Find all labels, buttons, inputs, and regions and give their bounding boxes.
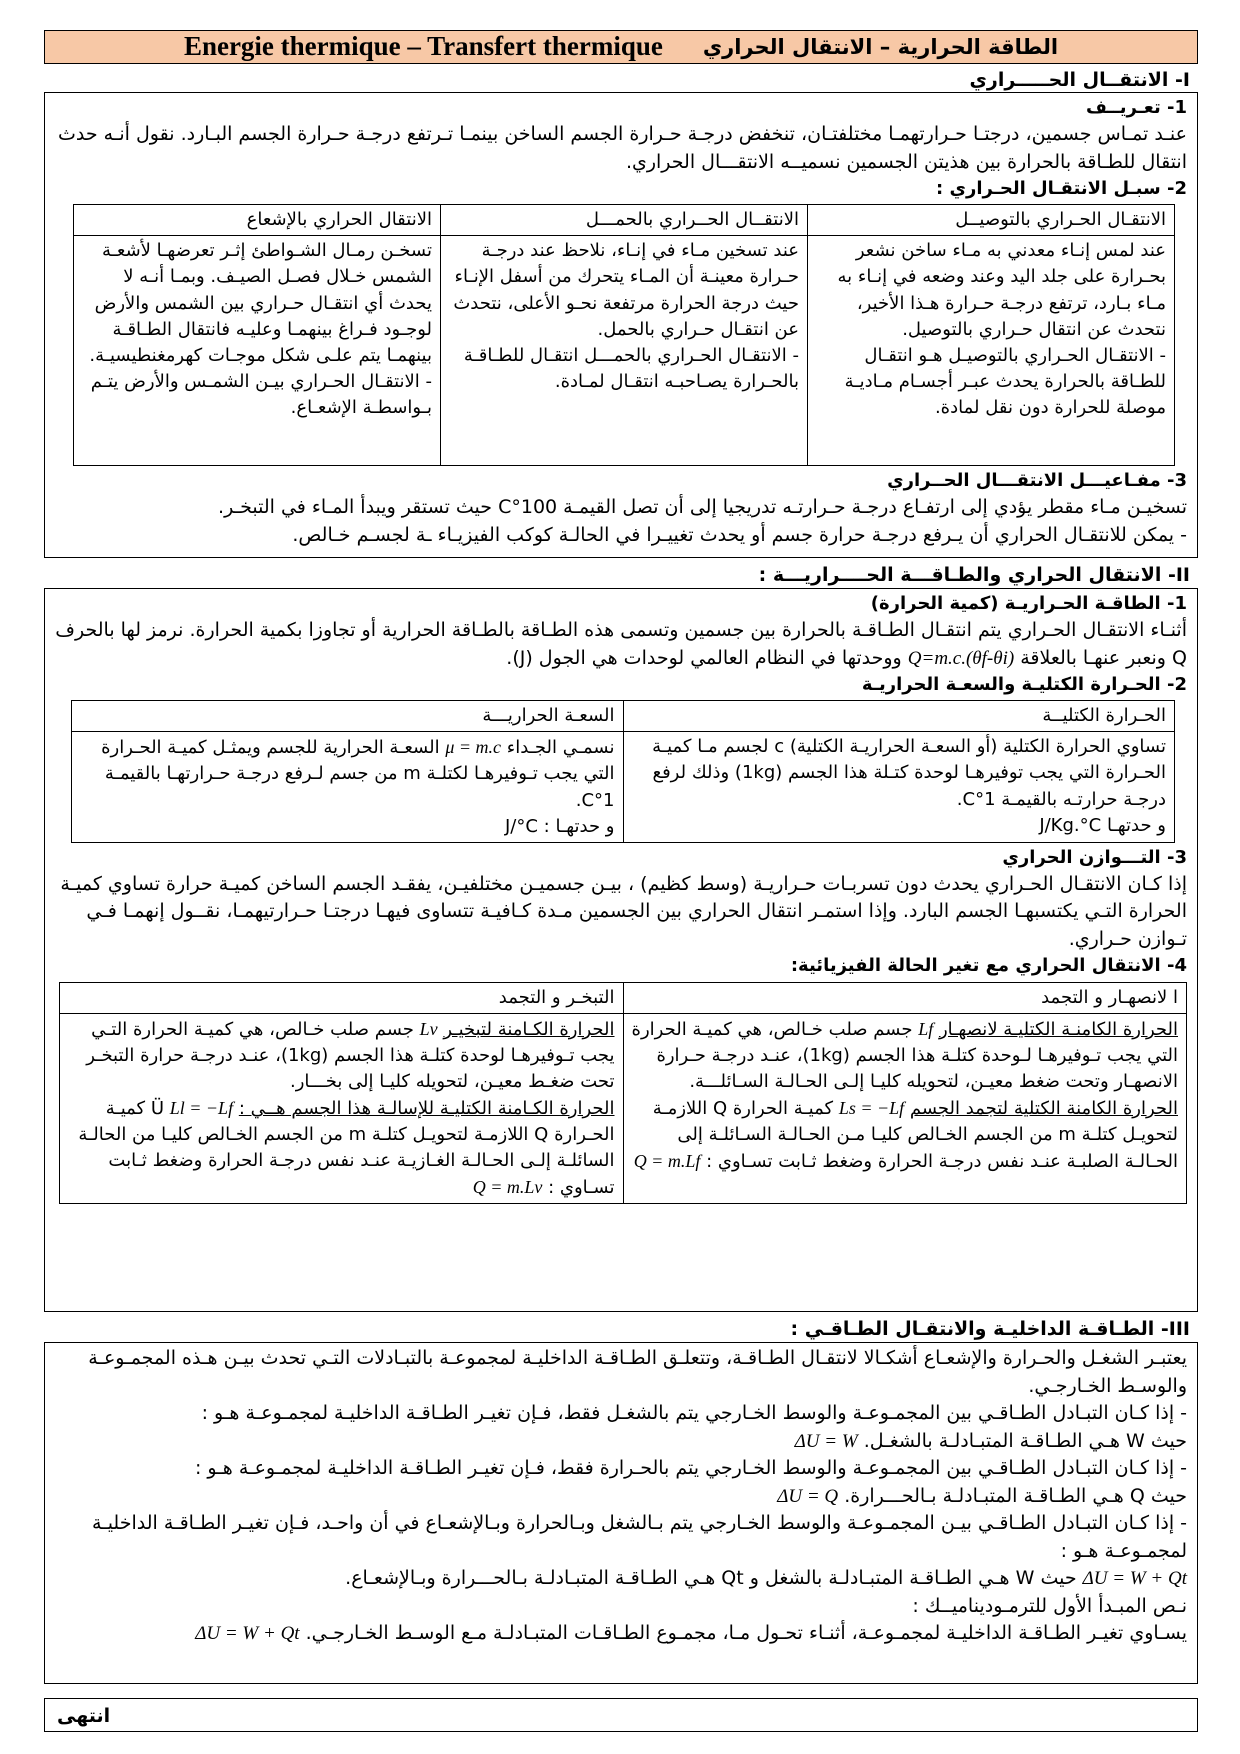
first-law-statement: يسـاوي تغيـر الطـاقـة الداخليـة لمجمـوعـة، أثنـاء تحـول مـا، مجمـوع الطـاقـات المتبـادلـة مـع الوسـط الخـارجـي.	[305, 1622, 1187, 1645]
title-french: Energie thermique – Transfert thermique	[183, 31, 663, 62]
liquefaction-desc: Ü كميـة الحـرارة Q اللازمـة لتحويـل كتلـة m من الجسم الخـالص كليـا من الحالـة السائلـة إلـى الحـالـة الغـازيـة عنـد نفس درجـة الحرارة وضغط ثـابت تسـاوي :	[78, 1097, 615, 1199]
solidification-label: الحرارة الكامنة الكتلية لتجمد الجسم	[909, 1097, 1178, 1119]
case-work-formula: ΔU = W	[794, 1430, 858, 1452]
solidification-formula: Ls = −Lf	[838, 1097, 905, 1118]
case-heat-result	[55, 1483, 1187, 1511]
specific-heat-unit: و حدتهـا J/Kg.°C	[1039, 814, 1166, 836]
case-heat-text: - إذا كـان التبـادل الطـاقـي بين المجمـوعـة والوسط الخـارجي يتم بالحـرارة فقط، فـإن تغيـر الطـاقـة الداخليـة لمجمـوعـة هـو :	[194, 1457, 1187, 1480]
modes-header-radiation: الانتقال الحراري بالإشعاع	[74, 205, 441, 236]
melting-label: الحرارة الكامنـة الكتليـة لانصهـار	[938, 1018, 1178, 1040]
equilibrium-title: 3- التـــوازن الحراري	[1002, 846, 1187, 868]
radiation-text: تسخـن رمـال الشـواطئ إثـر تعرضهـا لأشعـة الشمس خـلال فصـل الصيـف. وبمـا أنـه لا يحدث أي انتقـال حـراري بين الشمس والأرض لوجـود فـراغ بينهمـا وعليـه فانتقال الطـاقـة بينهمـا يتم علـى شكل موجـات كهرمغنطيسيـة.	[89, 240, 432, 366]
section-1-box	[44, 92, 1198, 558]
case-heat-formula: ΔU = Q	[777, 1485, 839, 1507]
thermal-capacity-post: السعـة الحرارية للجسم ويمثـل كميـة الحـرارة التي يجب تـوفيرهـا لكتلـة m من جسم لـرفع درجـة حـرارتهـا بالقيمـة 1°C.	[101, 737, 615, 811]
section-2-heading: II- الانتقال الحراري والطـاقـــة الحــــراريـــة :	[758, 564, 1190, 586]
equilibrium-text: إذا كـان الانتقـال الحـراري يحدث دون تسربـات حـراريـة (وسط كظيم) ، بيـن جسميـن مختلفيـن، يفقـد الجسم الساخن كميـة حرارة تساوي كميـة الحرارة التـي يكتسبهـا الجسم البارد. وإذا استمـر انتقال الحراري بين الجسمين مـدة كـافيـة تتساوى فيهـا درجتـا حـرارتيهمـا، نقــول إنهمـا فـي تـوازن حـراري.	[60, 872, 1187, 950]
section-2-box	[44, 588, 1198, 1312]
internal-energy-intro: يعتبـر الشغـل والحـرارة والإشعـاع أشكـالا لانتقـال الطـاقـة، وتتعلـق الطـاقـة الداخليـة لمجموعـة بالتبـادلات التـي تحدث بيـن هـذه المجمـوعـة والوسـط الخـارجـي.	[88, 1347, 1187, 1397]
title-arabic: الطاقة الحرارية – الانتقال الحراري	[702, 34, 1059, 59]
melting-text	[632, 1016, 1179, 1095]
liquefaction-q-formula: Q = m.Lv	[472, 1177, 543, 1198]
section-3-heading: III- الطـاقـة الداخليـة والانتقـال الطـاقـي :	[790, 1318, 1190, 1340]
modes-cell-conduction	[808, 236, 1175, 466]
capacity-cell-specific	[623, 732, 1175, 842]
melting-desc: جسم صلب خـالص، هي كميـة الحرارة التي يجب تـوفيرهـا لـوحدة كتلـة هذا الجسم (1kg)، عنـد درجـة حـرارة الانصهـار وتحت ضغط معيـن، لتحويله كليـا إلـى الحـالـة السـائلـــة.	[631, 1018, 1178, 1092]
convection-text: عند تسخين مـاء في إنـاء، نلاحظ عند درجـة حـرارة معينـة أن المـاء يتحرك من أسفل الإنـاء حيث درجة الحرارة مرتفعة نحـو الأعلى، نتحدث عن انتقـال حـراري بالحمل.	[453, 240, 799, 340]
liquefaction-label: الحرارة الكـامنة الكتليـة للإسالـة هذا الجسم هــي :	[238, 1097, 615, 1119]
capacity-table	[71, 700, 1175, 842]
first-law-text	[55, 1620, 1187, 1648]
liquefaction-text	[68, 1095, 615, 1201]
radiation-definition: - الانتقـال الحـراري بيـن الشمـس والأرض يتـم بـواسطـة الإشعـاع.	[90, 370, 432, 418]
solidification-text	[632, 1095, 1179, 1175]
first-law-title: نـص المبـدأ الأول للترمـوديناميــك :	[912, 1594, 1187, 1617]
modes-header-conduction: الانتقـال الحـراري بالتوصيــل	[808, 205, 1175, 236]
case-all-text: - إذا كـان التبـادل الطـاقـي بيـن المجمـوعـة والوسط الخـارجي يتم بـالشغل وبـالحرارة وبـالإشعـاع في أن واحـد، فـإن تغيـر الطـاقـة الداخليـة لمجمـوعـة هـو :	[91, 1512, 1187, 1562]
convection-definition: - الانتقـال الحـراري بالحمـــل انتقـال للطـاقـة بالحـرارة يصـاحبـه انتقـال لمـادة.	[463, 344, 799, 392]
case-all-result	[55, 1565, 1187, 1593]
vaporization-text	[68, 1016, 615, 1095]
heat-quantity-desc: أثنـاء الانتقـال الحـراري يتم انتقـال الطـاقـة بالحرارة بين جسمين وتسمى هذه الطـاقة بالطـاقة الحرارية أو تجاوزا بكمية الحرارة. نرمز لها بالحرف Q ونعبر عنهـا بالعلاقة	[55, 619, 1187, 669]
effects-title: 3- مفـاعيـــل الانتقـــال الحــراري	[887, 470, 1187, 492]
thermal-capacity-formula: μ = m.c	[445, 737, 501, 758]
case-all-formula: ΔU = W + Qt	[1082, 1568, 1187, 1590]
capacity-header-thermal: السعـة الحراريـــة	[72, 701, 624, 732]
case-heat-note: حيث Q هـي الطـاقـة المتبـادلـة بـالحـــرارة.	[844, 1484, 1187, 1507]
end-box	[44, 1698, 1198, 1732]
phase-cell-melting	[623, 1013, 1187, 1204]
phase-header-melting: ا لانصهـار و التجمد	[623, 982, 1187, 1013]
phase-table	[59, 982, 1187, 1205]
end-label: انتهى	[57, 1705, 111, 1727]
modes-table	[73, 204, 1175, 466]
title-bar	[44, 30, 1198, 64]
liquefaction-formula: Ll = −Lf	[169, 1097, 234, 1118]
definition-title: 1- تعـريــف	[1085, 97, 1187, 118]
vaporization-label: الحرارة الكـامنة لتبخيـر	[443, 1018, 615, 1040]
effects-line-2: - يمكن للانتقـال الحراري أن يـرفع درجـة حرارة جسم أو يحدث تغييـرا في الحالـة كوكب الفيزيـاء ـة لجسـم خـالص.	[292, 524, 1187, 547]
solidification-q-formula: Q = m.Lf	[633, 1151, 701, 1172]
vaporization-desc: جسم صلب خـالص، هي كميـة الحرارة التـي يجب تـوفيرهـا لوحدة كتلـة هذا الجسم (1kg)، عنـد درجـة حرارة التبخـر تحت ضغـط معيـن، لتحويله كليـا إلى بخـــار.	[86, 1018, 615, 1092]
definition-text: عنـد تمـاس جسمين، درجتـا حـرارتهمـا مختلفتـان، تنخفض درجـة حـرارة الجسم الساخن بينمـا تـرتفع درجـة حـرارة الجسم البـارد. نقول أنـه حدث انتقال للطـاقة بالحرارة بين هذيتن الجسمين نسميــه الانتقـــال الحراري.	[58, 123, 1187, 173]
thermal-capacity-pre: نسمـي الجـداء	[506, 737, 615, 759]
modes-header-convection: الانتقــال الحــراري بالحمـــل	[441, 205, 808, 236]
capacity-header-specific: الحـرارة الكتليــة	[623, 701, 1175, 732]
capacity-title: 2- الحـرارة الكتليـة والسعـة الحراريـة	[861, 674, 1187, 696]
case-work-note: حيث W هـي الطـاقـة المتبـادلـة بالشغـل.	[863, 1429, 1187, 1452]
phase-change-title: 4- الانتقال الحراري مع تغير الحالة الفيزيائية:	[790, 955, 1187, 977]
capacity-cell-thermal	[72, 732, 624, 842]
case-work-result	[55, 1428, 1187, 1456]
heat-quantity-title: 1- الطاقـة الحـراريـة (كمية الحرارة)	[870, 593, 1187, 614]
phase-cell-vaporization	[60, 1013, 624, 1204]
melting-symbol: Lf	[918, 1018, 934, 1039]
modes-cell-radiation	[74, 236, 441, 466]
phase-header-vaporization: التبخـر و التجمد	[60, 982, 624, 1013]
effects-line-1: تسخيـن مـاء مقطر يؤدي إلى ارتفـاع درجـة حـرارتـه تدريجيا إلى أن تصل القيمـة 100°C حيث تستقر ويبدأ المـاء في التبخـر.	[218, 496, 1187, 519]
thermal-capacity-unit: و حدتهـا : J/°C	[504, 815, 615, 837]
case-work-text: - إذا كـان التبـادل الطـاقـي بين المجمـوعـة والوسط الخـارجي يتم بالشغـل فقط، فـإن تغيـر الطـاقـة الداخليـة لمجمـوعـة هـو :	[201, 1402, 1187, 1425]
section-1-heading: I- الانتقــال الحـــــراري	[969, 69, 1190, 91]
specific-heat-text: تساوي الحرارة الكتلية (أو السعـة الحراريـة الكتلية) c لجسم مـا كميـة الحـرارة التي يجب توفيرهـا لوحدة كتـلة هذا الجسم (1kg) وذلك لرفع درجـة حرارتـه بالقيمـة 1°C.	[652, 736, 1166, 810]
case-all-note: حيث W هـي الطـاقـة المتبـادلـة بالشغل و Qt هـي الطـاقـة المتبـادلـة بـالحـــرارة وبـالإشعـاع.	[345, 1567, 1077, 1590]
conduction-text: عند لمس إنـاء معدني به مـاء ساخن نشعر بحـرارة على جلد اليد وعند وضعه في إنـاء به مـاء بـارد، ترتفع درجـة حـرارة هـذا الأخير، نتحدث عن انتقال حـراري بالتوصيل.	[837, 240, 1166, 340]
heat-quantity-unit: ووحدتها في النظام العالمي لوحدات هي الجول (J).	[506, 646, 902, 669]
heat-quantity-text	[55, 617, 1187, 672]
first-law-formula: ΔU = W + Qt	[195, 1623, 300, 1645]
modes-cell-convection	[441, 236, 808, 466]
thermal-capacity-text	[80, 734, 615, 813]
conduction-definition: - الانتقـال الحـراري بالتوصيـل هـو انتقـال للطـاقة بالحرارة يحدث عبـر أجسـام مـاديـة موصلة للحرارة دون نقل لمادة.	[844, 344, 1166, 418]
heat-quantity-formula: Q=m.c.(θf-θi)	[907, 647, 1015, 669]
vaporization-symbol: Lv	[419, 1018, 438, 1039]
solidification-desc: كميـة الحرارة Q اللازمـة لتحويـل كتلـة m من الجسم الخـالص كليـا مـن الحـالـة السـائلـة إلى الحـالـة الصلبـة عنـد نفس درجـة الحرارة وضغط ثـابت تسـاوي :	[652, 1097, 1178, 1173]
section-3-box	[44, 1342, 1198, 1684]
modes-title: 2- سبـل الانتقـال الحـراري :	[936, 178, 1187, 200]
